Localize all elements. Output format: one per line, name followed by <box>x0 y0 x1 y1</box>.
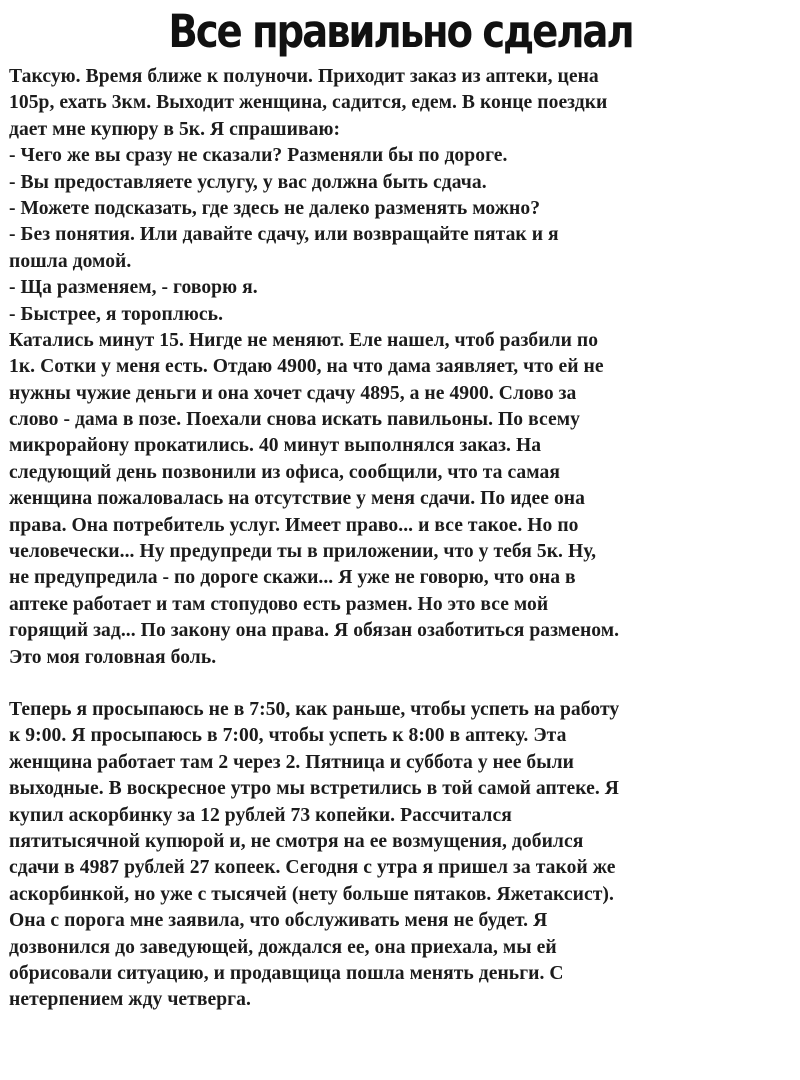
text-line: аптеке работает и там стопудово есть размен. Но это все мой <box>9 593 549 615</box>
paragraph-1 <box>9 64 792 671</box>
text-line: нужны чужие деньги и она хочет сдачу 4895, а не 4900. Слово за <box>9 382 577 404</box>
text-line: женщина работает там 2 через 2. Пятница и суббота у нее были <box>9 751 574 773</box>
story-text <box>9 64 792 1014</box>
text-line: следующий день позвонили из офиса, сообщили, что та самая <box>9 461 561 483</box>
text-line: дает мне купюру в 5к. Я спрашиваю: <box>9 118 341 140</box>
text-line: - Вы предоставляете услугу, у вас должна быть сдача. <box>9 171 487 193</box>
text-line: Теперь я просыпаюсь не в 7:50, как раньше, чтобы успеть на работу <box>9 698 620 720</box>
text-line: обрисовали ситуацию, и продавщица пошла менять деньги. С <box>9 962 564 984</box>
text-line: Это моя головная боль. <box>9 646 217 668</box>
text-line: человечески... Ну предупреди ты в приложении, что у тебя 5к. Ну, <box>9 541 597 563</box>
text-line: - Чего же вы сразу не сказали? Разменяли бы по дороге. <box>9 145 508 167</box>
text-line: не предупредила - по дороге скажи... Я уже не говорю, что она в <box>9 567 576 589</box>
text-line: дозвонился до заведующей, дождался ее, она приехала, мы ей <box>9 936 557 958</box>
paragraph-gap <box>9 671 792 697</box>
text-line: Таксую. Время ближе к полуночи. Приходит заказ из аптеки, цена <box>9 66 599 87</box>
text-line: микрорайону прокатились. 40 минут выполнялся заказ. На <box>9 435 542 457</box>
text-line: - Без понятия. Или давайте сдачу, или возвращайте пятак и я <box>9 224 559 246</box>
text-line: права. Она потребитель услуг. Имеет право... и все такое. Но по <box>9 514 579 536</box>
paragraph-2 <box>9 697 792 1014</box>
text-line: аскорбинкой, но уже с тысячей (нету больше пятаков. Яжетаксист). <box>9 883 614 905</box>
text-line: горящий зад... По закону она права. Я обязан озаботиться разменом. <box>9 620 620 642</box>
text-line: сдачи в 4987 рублей 27 копеек. Сегодня с утра я пришел за такой же <box>9 857 616 879</box>
text-line: нетерпением жду четверга. <box>9 989 251 1011</box>
text-line: пошла домой. <box>9 250 132 272</box>
text-line: слово - дама в позе. Поехали снова искать павильоны. По всему <box>9 409 580 431</box>
text-line: - Ща разменяем, - говорю я. <box>9 277 258 299</box>
text-line: купил аскорбинку за 12 рублей 73 копейки. Рассчитался <box>9 804 512 826</box>
text-line: женщина пожаловалась на отсутствие у меня сдачи. По идее она <box>9 488 585 510</box>
meme-title: Все правильно сделал <box>168 5 633 58</box>
text-line: Она с порога мне заявила, что обслуживать меня не будет. Я <box>9 910 548 932</box>
text-line: пятитысячной купюрой и, не смотря на ее возмущения, добился <box>9 830 584 852</box>
text-line: к 9:00. Я просыпаюсь в 7:00, чтобы успеть к 8:00 в аптеку. Эта <box>9 725 567 747</box>
text-line: Катались минут 15. Нигде не меняют. Еле нашел, чтоб разбили по <box>9 329 599 351</box>
text-line: - Можете подсказать, где здесь не далеко разменять можно? <box>9 197 541 219</box>
text-line: 105р, ехать 3км. Выходит женщина, садится, едем. В конце поездки <box>9 92 608 114</box>
text-line: 1к. Сотки у меня есть. Отдаю 4900, на что дама заявляет, что ей не <box>9 356 604 378</box>
text-line: - Быстрее, я тороплюсь. <box>9 303 224 325</box>
text-line: выходные. В воскресное утро мы встретились в той самой аптеке. Я <box>9 778 619 800</box>
